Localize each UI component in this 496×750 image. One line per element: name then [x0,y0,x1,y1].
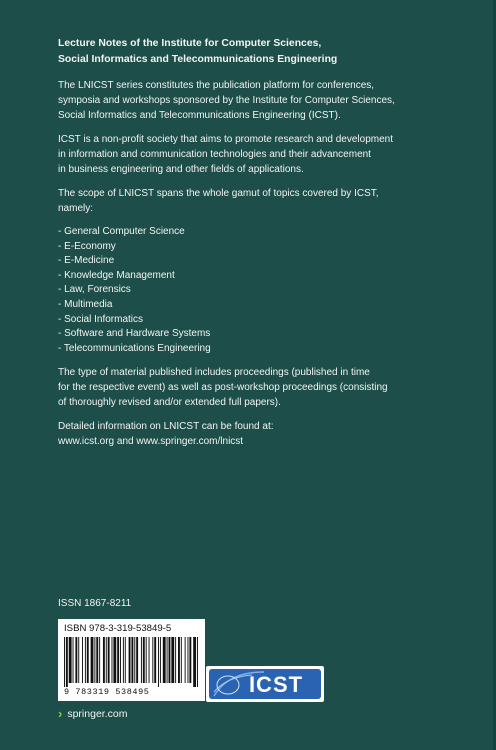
barcode-bar [125,637,126,683]
topic-item: - Telecommunications Engineering [58,342,211,354]
barcode-bar [167,637,168,683]
barcode-bar [185,637,186,683]
barcode-bar [149,637,150,683]
springer-link[interactable] [58,708,127,720]
chevron-right-icon: › [58,706,63,721]
barcode-digits: 9 783319 538495 [64,687,150,697]
barcode-bar [189,637,191,683]
series-title-line: Social Informatics and Telecommunications Engineering [58,54,338,65]
back-cover-text [58,36,458,458]
barcode-bar [120,637,121,683]
intro-paragraph [58,78,458,123]
barcode-bar [91,637,94,683]
barcode-bar [197,637,198,687]
barcode-bar [78,637,79,683]
barcode-bar [160,637,161,683]
isbn-number: ISBN 978-3-319-53849-5 [64,623,172,634]
barcode-bar [99,637,100,683]
barcode-bar [134,637,135,683]
text-line: symposia and workshops sponsored by the Institute for Computer Sciences, [58,95,395,106]
barcode-bar [163,637,166,683]
website-links: www.icst.org and www.springer.com/lnicst [58,436,244,448]
barcode-bar [87,637,89,683]
topic-item: - Software and Hardware Systems [58,328,211,340]
barcode-bar [75,637,77,683]
barcode-bar [113,637,116,683]
barcode-bar [73,637,74,683]
barcode-bar [146,637,147,683]
icst-logo-text: ICST [248,672,304,697]
barcode-bar [123,637,124,683]
topic-item: - Multimedia [58,298,113,310]
text-line: ICST is a non-profit society that aims to promote research and development [58,134,393,145]
topic-list [58,225,458,356]
barcode-bar [141,637,142,683]
barcode-bar [106,637,107,683]
topic-item: - General Computer Science [58,226,185,237]
text-line: Social Informatics and Telecommunications Engineering (ICST). [58,110,341,121]
barcode-bar [169,637,171,683]
text-line: in business engineering and other fields of applications. [58,164,304,175]
barcode-bars [62,637,201,687]
icst-logo [206,666,324,702]
barcode-bar [108,637,110,683]
barcode-bar [69,637,72,683]
icst-paragraph [58,132,458,177]
topic-item: - Knowledge Management [58,269,175,281]
barcode-bar [85,637,86,683]
isbn-barcode [58,619,205,701]
scope-paragraph [58,186,458,216]
topic-item: - Law, Forensics [58,284,131,296]
barcode-bar [152,637,153,683]
barcode-bar [112,637,113,683]
info-paragraph [58,419,458,449]
topic-item: - E-Economy [58,240,116,252]
topic-item: - Social Informatics [58,313,144,325]
springer-label: springer.com [67,708,128,720]
text-line: The LNICST series constitutes the publication platform for conferences, [58,80,375,91]
text-line: The scope of LNICST spans the whole gamut of topics covered by ICST, [58,188,379,199]
barcode-bar [131,637,133,683]
barcode-bar [129,637,131,683]
barcode-bar [181,637,182,683]
text-line: Detailed information on LNICST can be found at: [58,421,274,433]
series-title [58,36,458,68]
barcode-bar [193,637,196,687]
issn-number: ISSN 1867-8211 [58,598,132,609]
barcode-bar [175,637,176,683]
barcode-bar [158,637,159,687]
material-paragraph [58,365,458,410]
barcode-bar [94,637,95,683]
text-line: for the respective event) as well as post-workshop proceedings (consisting [58,382,388,394]
barcode-bar [103,637,105,683]
series-title-line: Lecture Notes of the Institute for Computer Sciences, [58,38,322,49]
barcode-bar [82,637,83,683]
topic-item: - E-Medicine [58,255,115,267]
barcode-bar [178,637,180,683]
text-line: of thoroughly revised and/or extended full papers). [58,397,281,409]
barcode-bar [143,637,145,683]
barcode-bar [154,637,156,683]
icst-logo-graphic [206,666,324,702]
text-line: The type of material published includes proceedings (published in time [58,367,370,379]
barcode-bar [64,637,65,687]
barcode-bar [136,637,138,683]
barcode-bar [66,637,68,687]
barcode-bar [188,637,189,683]
barcode-bar [96,637,98,683]
barcode-bar [117,637,119,683]
barcode-bar [171,637,174,683]
text-line: in information and communication technologies and their advancement [58,149,371,160]
text-line: namely: [58,203,94,214]
